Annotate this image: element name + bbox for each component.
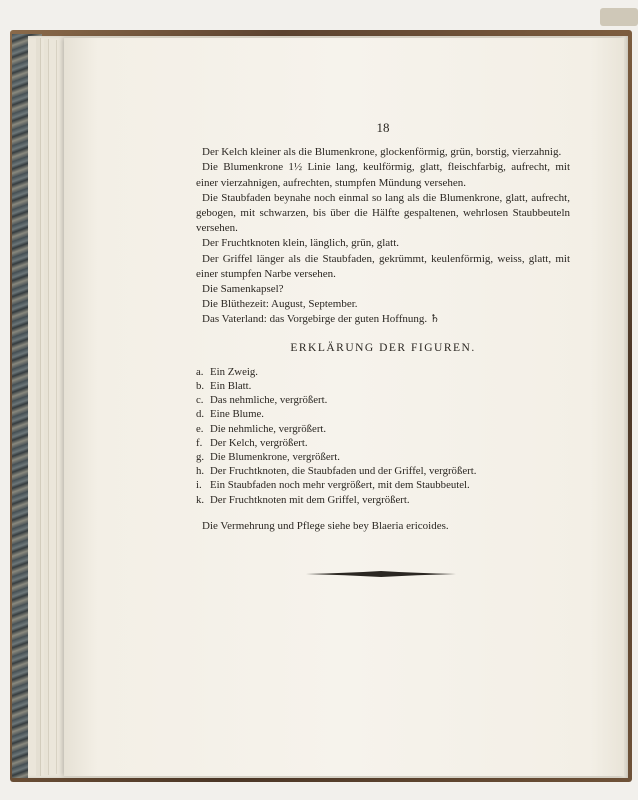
figure-letter: b.: [196, 380, 205, 393]
figure-list: [196, 365, 570, 507]
figure-letter: d.: [196, 408, 205, 421]
page-edge: [52, 40, 57, 774]
figure-item: [196, 493, 570, 507]
page-edge: [36, 38, 41, 776]
figure-letter: c.: [196, 394, 204, 407]
figure-text: Der Kelch, vergrößert.: [210, 436, 308, 449]
figure-item: [196, 407, 570, 421]
figure-text: Ein Blatt.: [210, 380, 252, 393]
figure-letter: h.: [196, 465, 205, 478]
page-edge: [44, 39, 49, 775]
figure-letter: e.: [196, 422, 204, 435]
figure-text: Ein Staubfaden noch mehr vergrößert, mit dem Staubbeutel.: [210, 479, 470, 492]
paragraph-fruchtknoten: Der Fruchtknoten klein, länglich, grün, glatt.: [202, 237, 400, 250]
paragraph-griffel: Der Griffel länger als die Staubfaden, gekrümmt, keulenförmig, weiss, glatt, mit einer stumpfen Narbe versehen.: [196, 252, 570, 280]
figure-text: Die Blumenkrone, vergrößert.: [210, 451, 340, 464]
figure-text: Der Fruchtknoten mit dem Griffel, vergrößert.: [210, 493, 410, 506]
figure-letter: g.: [196, 451, 205, 464]
figure-text: Der Fruchtknoten, die Staubfaden und der Griffel, vergrößert.: [210, 465, 477, 478]
figure-letter: k.: [196, 493, 205, 506]
paragraph-blumenkrone: Die Blumenkrone 1½ Linie lang, keulförmig, glatt, fleischfarbig, aufrecht, mit einer vierzahnigen, aufrechten, stumpfen Mündung versehen.: [196, 161, 570, 189]
figures-heading: ERKLÄRUNG DER FIGUREN.: [290, 341, 476, 354]
figure-item: [196, 436, 570, 450]
figure-text: Ein Zweig.: [210, 365, 258, 378]
page-clip: [600, 8, 638, 26]
page-text: [196, 120, 570, 534]
figure-letter: f.: [196, 436, 203, 449]
paragraph-kelch: Der Kelch kleiner als die Blumenkrone, glockenförmig, grün, borstig, vierzahnig.: [202, 146, 562, 159]
figure-letter: i.: [196, 479, 202, 492]
paragraph-samenkapsel: Die Samenkapsel?: [202, 283, 284, 296]
figure-item: [196, 464, 570, 478]
paragraph-staubfaden: Die Staubfaden beynahe noch einmal so lang als die Blumenkrone, glatt, aufrecht, gebogen, mit schwarzen, bis über die Hälfte gespaltenen, wehrlosen Staubbeuteln versehen.: [196, 191, 570, 235]
figure-item: [196, 365, 570, 379]
paragraph-bluethezeit: Die Blüthezeit: August, September.: [202, 298, 358, 311]
figure-text: Das nehmliche, vergrößert.: [210, 394, 328, 407]
page-number: 18: [376, 120, 390, 135]
figure-text: Die nehmliche, vergrößert.: [210, 422, 327, 435]
figure-text: Eine Blume.: [210, 408, 264, 421]
figure-item: [196, 450, 570, 464]
end-ornament: [306, 570, 456, 578]
closing-note: Die Vermehrung und Pflege siehe bey Blaeria ericoides.: [202, 519, 449, 532]
paragraph-vaterland: Das Vaterland: das Vorgebirge der guten Hoffnung. ♄: [202, 313, 440, 326]
figure-item: [196, 393, 570, 407]
figure-item: [196, 422, 570, 436]
figure-letter: a.: [196, 365, 204, 378]
figure-item: [196, 478, 570, 492]
figure-item: [196, 379, 570, 393]
